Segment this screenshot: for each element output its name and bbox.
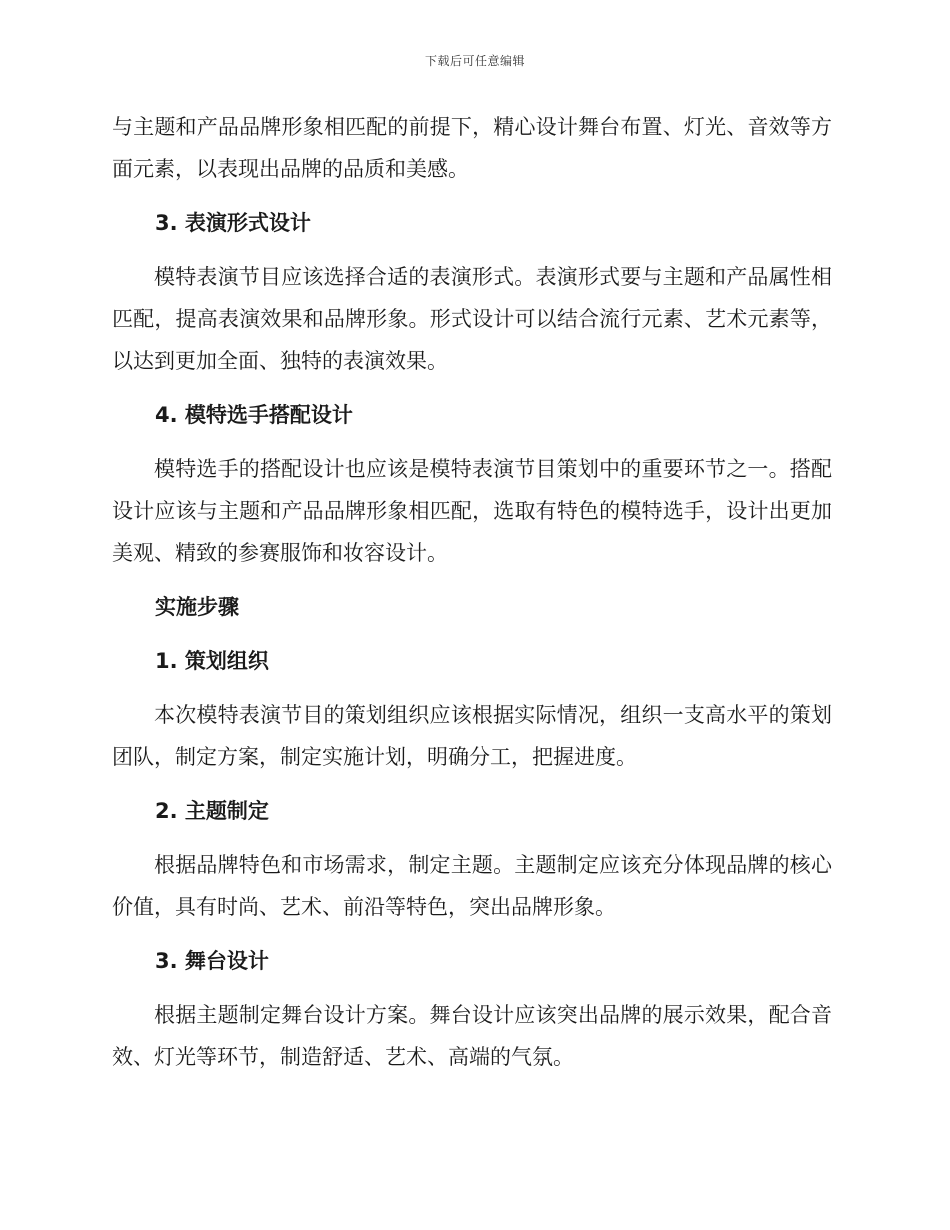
heading-stage-design: 3. 舞台设计 bbox=[155, 949, 269, 973]
heading-model-matching-design: 4. 模特选手搭配设计 bbox=[155, 403, 353, 427]
heading-implementation-steps: 实施步骤 bbox=[155, 595, 239, 619]
heading-performance-form-design: 3. 表演形式设计 bbox=[155, 211, 311, 235]
paragraph-model-matching: 模特选手的搭配设计也应该是模特表演节目策划中的重要环节之一。搭配设计应该与主题和产品品牌形象相匹配，选取有特色的模特选手，设计出更加美观、精致的参赛服饰和妆容设计。 bbox=[112, 457, 832, 565]
paragraph-theme-setting: 根据品牌特色和市场需求，制定主题。主题制定应该充分体现品牌的核心价值，具有时尚、艺术、前沿等特色，突出品牌形象。 bbox=[112, 853, 832, 919]
paragraph-stage-elements: 与主题和产品品牌形象相匹配的前提下，精心设计舞台布置、灯光、音效等方面元素，以表现出品牌的品质和美感。 bbox=[112, 115, 832, 181]
paragraph-stage-design: 根据主题制定舞台设计方案。舞台设计应该突出品牌的展示效果，配合音效、灯光等环节，制造舒适、艺术、高端的气氛。 bbox=[112, 1003, 832, 1069]
heading-planning-organization: 1. 策划组织 bbox=[155, 649, 269, 673]
paragraph-planning-organization: 本次模特表演节目的策划组织应该根据实际情况，组织一支高水平的策划团队，制定方案，制定实施计划，明确分工，把握进度。 bbox=[112, 703, 832, 769]
paragraph-performance-form: 模特表演节目应该选择合适的表演形式。表演形式要与主题和产品属性相匹配，提高表演效果和品牌形象。形式设计可以结合流行元素、艺术元素等，以达到更加全面、独特的表演效果。 bbox=[112, 265, 832, 373]
page-header-note: 下载后可任意编辑 bbox=[424, 54, 525, 68]
document-body bbox=[112, 106, 832, 1078]
heading-theme-setting: 2. 主题制定 bbox=[155, 799, 269, 823]
